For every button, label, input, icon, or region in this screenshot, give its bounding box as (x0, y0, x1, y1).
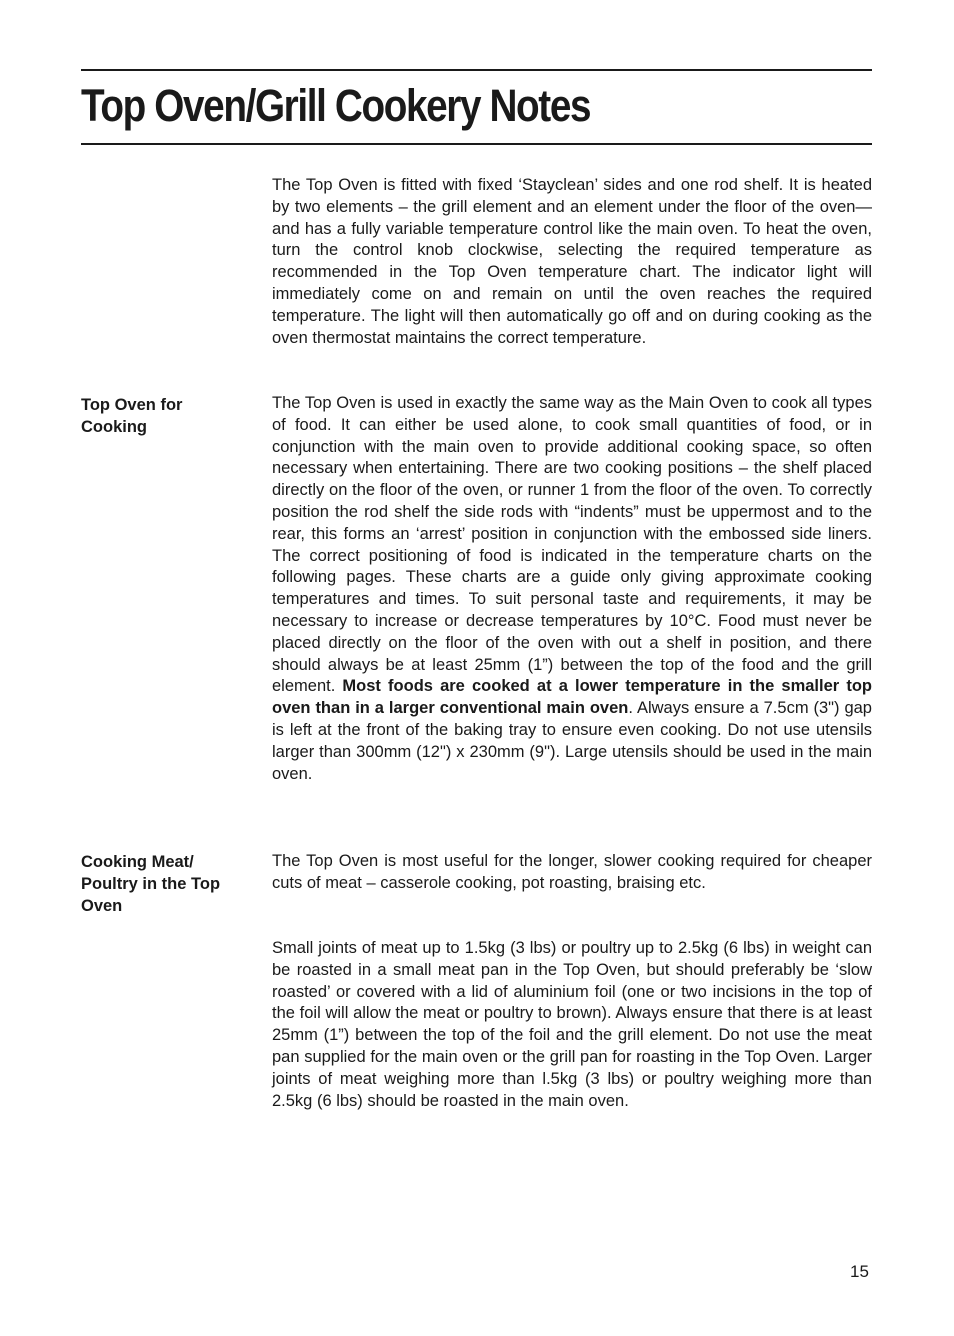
section-heading-top-oven-cooking: Top Oven for Cooking (81, 396, 183, 436)
page-title: Top Oven/Grill Cookery Notes (81, 80, 591, 131)
meat-paragraph-2: Small joints of meat up to 1.5kg (3 lbs) or poultry up to 2.5kg (6 lbs) in weight can be roasted in a small meat pan in the Top Oven, but should preferably be ‘slow roasted’ or covered with a lid of aluminium foil (one or two incisions in the top of the foil will allow the meat or poultry to brown). Always ensure that there is at least 25mm (1”) between the top of the foil and the grill element. Do not use the meat pan supplied for the main oven or the grill pan for roasting in the Top Oven. Larger joints of meat weighing more than l.5kg (3 lbs) or poultry weighing more than 2.5kg (6 lbs) should be roasted in the main oven. (272, 939, 872, 1110)
meat-paragraph-1: The Top Oven is most useful for the longer, slower cooking required for cheaper cuts of meat – casserole cooking, pot roasting, braising etc. (272, 852, 872, 892)
title-top-rule (81, 69, 872, 71)
cooking-text-after-bold: . Always ensure a 7.5cm (3") gap is left at the front of the baking tray to ensure even cooking. Do not use utensils larger than 300mm (12") x 230mm (9"). Large utensils should be used in the main oven. (272, 699, 872, 783)
intro-paragraph: The Top Oven is fitted with fixed ‘Stayclean’ sides and one rod shelf. It is heated by two elements – the grill element and an element under the floor of the oven—and has a fully variable temperature control like the main oven. To heat the oven, turn the control knob clockwise, selecting the required temperature as recommended in the Top Oven temperature chart. The indicator light will immediately come on and remain on until the oven reaches the required temperature. The light will then automatically go off and on during cooking as the oven thermostat maintains the correct temperature. (272, 176, 872, 347)
page-number: 15 (850, 1262, 869, 1281)
section-heading-cooking-meat: Cooking Meat/ Poultry in the Top Oven (81, 853, 221, 915)
title-bottom-rule (81, 143, 872, 145)
top-oven-cooking-paragraph (272, 393, 872, 785)
cooking-bold-note: Most foods are cooked at a lower temperature in the smaller top oven than in a larger conventional main oven (272, 677, 872, 718)
cooking-text-before-bold: The Top Oven is used in exactly the same way as the Main Oven to cook all types of food. It can either be used alone, to cook small quantities of food, or in conjunction with the main oven to provide additional cooking space, so often necessary when entertaining. There are two cooking positions – the shelf placed directly on the floor of the oven, or runner 1 from the floor of the oven. To correctly position the rod shelf the side rods with “indents” must be uppermost and to the rear, this forms an ‘arrest’ position in conjunction with the embossed side liners. The correct positioning of food is indicated in the temperature charts on the following pages. These charts are a guide only giving approximate cooking temperatures and times. To suit personal taste and requirements, it may be necessary to increase or decrease temperatures by 10°C. Food must never be placed directly on the floor of the oven with out a shelf in position, and there should always be at least 25mm (1”) between the top of the food and the grill element. (272, 394, 872, 696)
